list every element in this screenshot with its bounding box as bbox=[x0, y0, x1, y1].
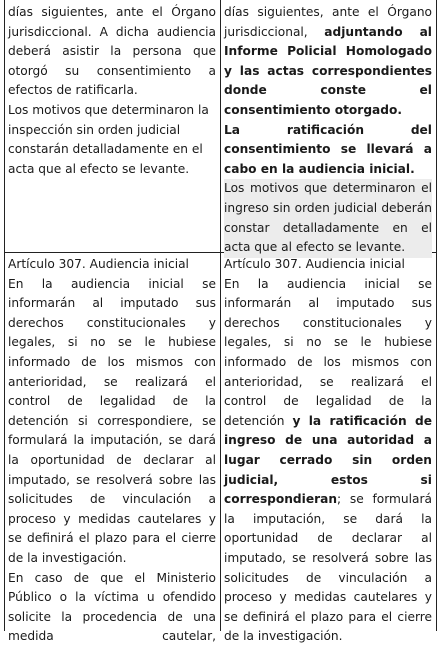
table-right-border bbox=[436, 0, 437, 631]
row2-left-paragraph-2: En caso de que el Ministerio Público o la víctima u ofendido solicite la procedencia de una medida cautelar, bbox=[8, 570, 216, 644]
row1-right-paragraph-1-bold: adjuntando al Informe Policial Homologado y las actas correspondientes donde conste el consentimiento otorgado. bbox=[224, 24, 432, 117]
row1-right-paragraph-2-bold: La ratificación del consentimiento se llevará a cabo en la audiencia inicial. bbox=[224, 122, 432, 176]
row2-right-paragraph-1-bold: y la ratificación de ingreso de una autoridad a lugar cerrado sin orden judicial, estos si correspondieran bbox=[224, 413, 432, 507]
row2-left-paragraph-1: En la audiencia inicial se informarán al imputado sus derechos constitucionales y legales, si no se le hubiese informado de los mismos con anterioridad, se realizará el control de legalidad de la detención si correspondiere, se formulará la imputación, se dará la oportunidad de declarar al imputado, se resolverá sobre las solicitudes de vinculación a proceso y medidas cautelares y se definirá el plazo para el cierre de la investigación. bbox=[8, 276, 216, 565]
row2-right-heading: Artículo 307. Audiencia inicial bbox=[224, 257, 405, 271]
table-left-border bbox=[4, 0, 5, 631]
table-column-divider bbox=[220, 0, 221, 631]
row1-left-paragraph-1: días siguientes, ante el Órgano jurisdiccional. A dicha audiencia deberá asistir la persona que otorgó su consentimiento a efectos de ratificarla. bbox=[8, 5, 216, 98]
row2-left-cell bbox=[8, 255, 216, 644]
row1-right-paragraph-1 bbox=[224, 3, 432, 121]
row1-left-paragraph-2: Los motivos que determinaron la inspección sin orden judicial constarán detalladamente en el acta que al efecto se levante. bbox=[8, 102, 209, 176]
row2-right-paragraph-1 bbox=[224, 275, 432, 647]
row2-left-heading: Artículo 307. Audiencia inicial bbox=[8, 257, 189, 271]
row1-left-cell bbox=[8, 3, 216, 250]
row2-right-paragraph-1-text: En la audiencia inicial se informarán al imputado sus derechos constitucionales y legales, si no se le hubiese informado de los mismos con anterioridad, se realizará el control de legalidad de la detención bbox=[224, 276, 432, 428]
row1-right-cell bbox=[224, 3, 432, 255]
row2-right-paragraph-1-end: ; se formulará la imputación, se dará la oportunidad de declarar al imputado, se resolverá sobre las solicitudes de vinculación a proceso y medidas cautelares y se definirá el plazo para el cierre de la investigación. bbox=[224, 492, 432, 644]
row1-right-paragraph-3: Los motivos que determinaron el ingreso sin orden judicial deberán constar detalladamente en el acta que al efecto se levante. bbox=[224, 179, 432, 257]
row1-right-paragraph-1-text: días siguientes, ante el Órgano jurisdiccional, bbox=[224, 5, 432, 39]
row1-right-paragraph-2 bbox=[224, 121, 432, 180]
row2-right-cell bbox=[224, 255, 432, 644]
